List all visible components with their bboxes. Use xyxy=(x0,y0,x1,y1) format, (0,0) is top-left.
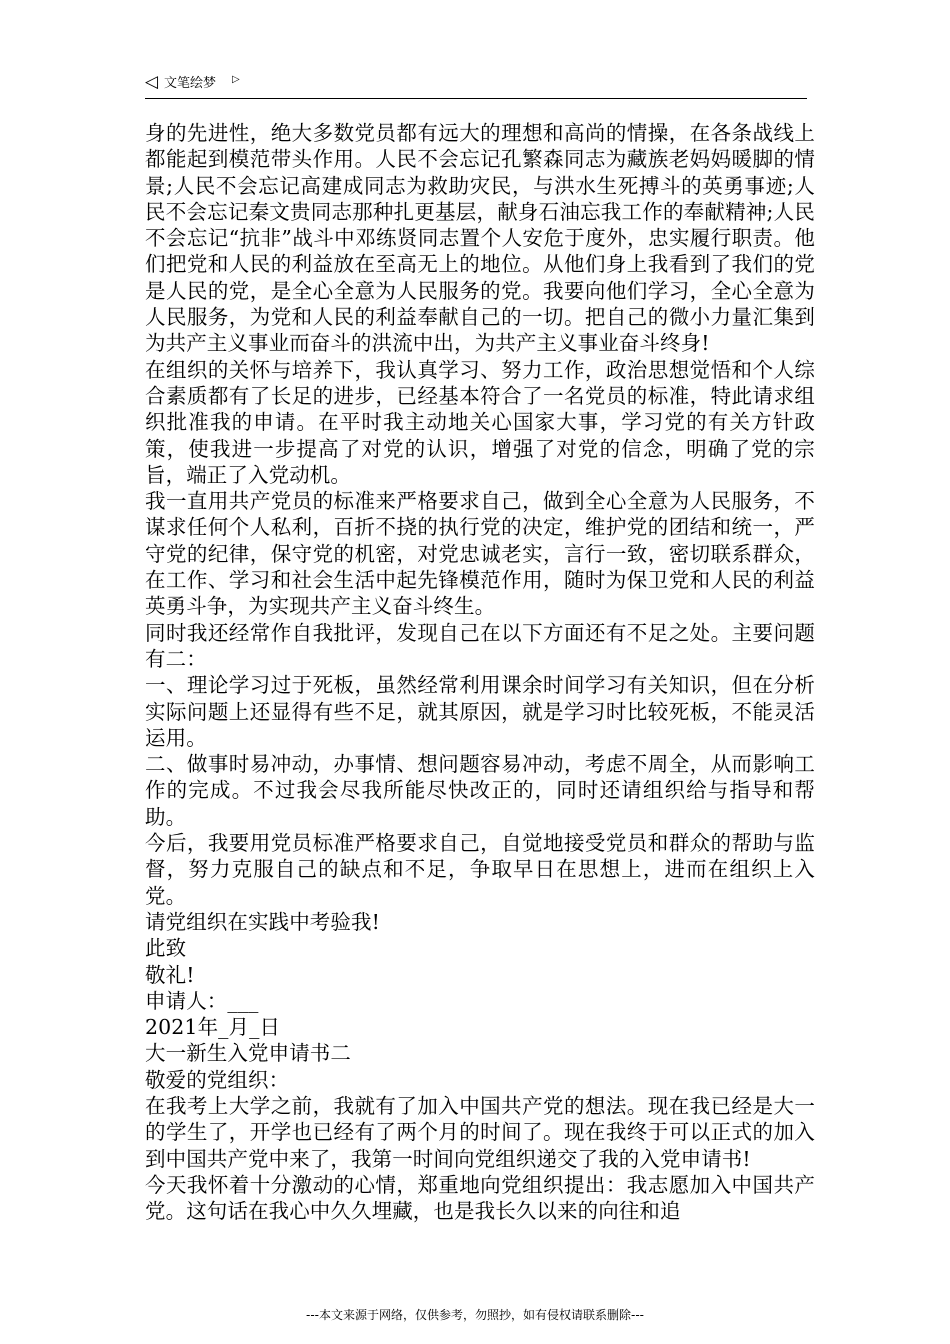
header-title: 文笔绘梦 xyxy=(164,76,217,91)
triangle-right-icon: ▷ xyxy=(232,74,240,85)
date-line: 2021年_月_日 xyxy=(145,1015,281,1040)
page-footer: ---本文来源于网络，仅供参考，勿照抄，如有侵权请联系删除--- xyxy=(306,1308,644,1322)
section-title: 大一新生入党申请书二 xyxy=(145,1041,351,1066)
paragraph: 一、理论学习过于死板，虽然经常利用课余时间学习有关知识，但在分析实际问题上还显得有些不足，就其原因，就是学习时比较死板，不能灵活运用。 xyxy=(145,673,815,750)
closing-salutation: 此致 xyxy=(145,936,187,961)
paragraph: 身的先进性，绝大多数党员都有远大的理想和高尚的情操，在各条战线上都能起到模范带头作用。人民不会忘记孔繁森同志为藏族老妈妈暖脚的情景;人民不会忘记高建成同志为救助灾民，与洪水生死搏斗的英勇事迹;人民不会忘记秦文贵同志那种扎更基层，献身石油忘我工作的奉献精神;人民不会忘记“抗非”战斗中邓练贤同志置个人安危于度外，忠实履行职责。他们把党和人民的利益放在至高无上的地位。从他们身上我看到了我们的党是人民的党，是全心全意为人民服务的党。我要向他们学习，全心全意为人民服务，为党和人民的利益奉献自己的一切。把自己的微小力量汇集到为共产主义事业而奋斗的洪流中出，为共产主义事业奋斗终身! xyxy=(145,121,815,356)
paragraph: 今天我怀着十分激动的心情，郑重地向党组织提出：我志愿加入中国共产党。这句话在我心中久久埋藏，也是我长久以来的向往和追 xyxy=(145,1172,815,1224)
document-body xyxy=(145,120,815,1224)
page-header xyxy=(145,70,807,99)
paragraph: 二、做事时易冲动，办事情、想问题容易冲动，考虑不周全，从而影响工作的完成。不过我会尽我所能尽快改正的，同时还请组织给与指导和帮助。 xyxy=(145,752,815,829)
paragraph: 请党组织在实践中考验我! xyxy=(145,909,380,934)
paragraph: 我一直用共产党员的标准来严格要求自己，做到全心全意为人民服务，不谋求任何个人私利，百折不挠的执行党的决定，维护党的团结和统一，严守党的纪律，保守党的机密，对党忠诚老实，言行一致，密切联系群众，在工作、学习和社会生活中起先锋模范作用，随时为保卫党和人民的利益英勇斗争，为实现共产主义奋斗终生。 xyxy=(145,489,815,619)
closing-respect: 敬礼! xyxy=(145,962,195,987)
paragraph: 今后，我要用党员标准严格要求自己，自觉地接受党员和群众的帮助与监督，努力克服自己的缺点和不足，争取早日在思想上，进而在组织上入党。 xyxy=(145,831,815,908)
greeting: 敬爱的党组织： xyxy=(145,1067,290,1092)
paragraph: 在组织的关怀与培养下，我认真学习、努力工作，政治思想觉悟和个人综合素质都有了长足的进步，已经基本符合了一名党员的标准，特此请求组织批准我的申请。在平时我主动地关心国家大事，学习党的有关方针政策，使我进一步提高了对党的认识，增强了对党的信念，明确了党的宗旨，端正了入党动机。 xyxy=(145,357,815,487)
paragraph: 同时我还经常作自我批评，发现自己在以下方面还有不足之处。主要问题有二： xyxy=(145,620,815,671)
paragraph: 在我考上大学之前，我就有了加入中国共产党的想法。现在我已经是大一的学生了，开学也已经有了两个月的时间了。现在我终于可以正式的加入到中国共产党中来了，我第一时间向党组织递交了我的入党申请书! xyxy=(145,1093,815,1171)
applicant-line: 申请人：___ xyxy=(145,988,259,1013)
triangle-left-icon: ◁ xyxy=(145,72,159,92)
